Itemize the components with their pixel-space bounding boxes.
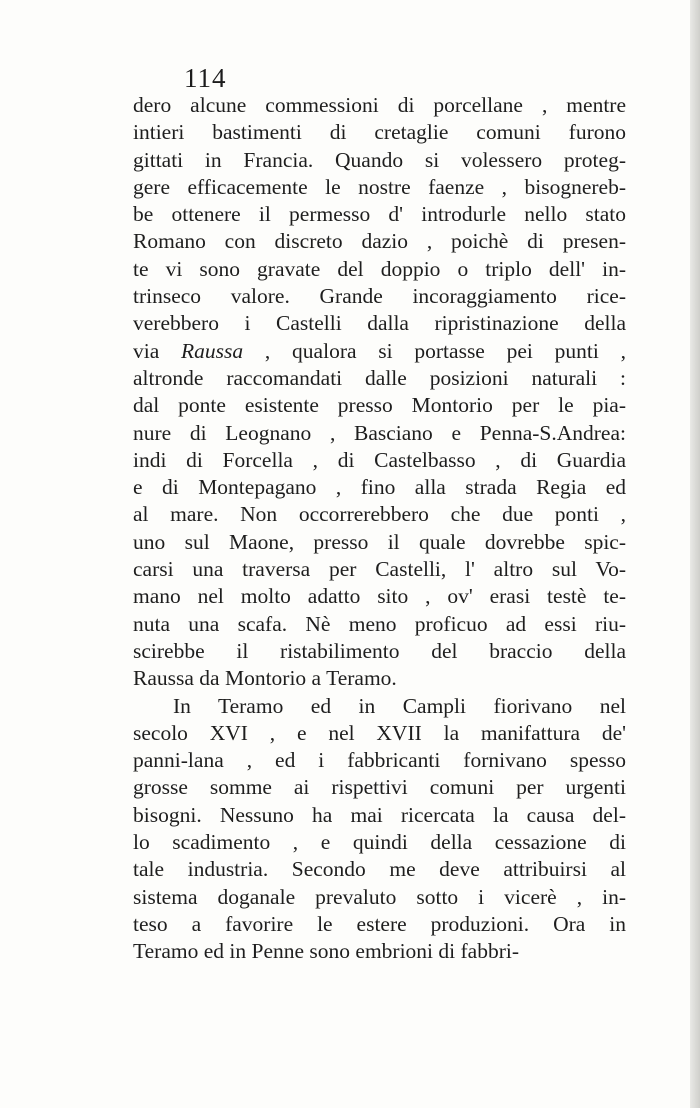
text-line: gittati in Francia. Quando si volessero proteg- [133,147,626,172]
text-line: Teramo ed in Penne sono embrioni di fabbri- [133,939,519,964]
text-line: verebbero i Castelli dalla ripristinazione della [133,311,626,336]
text-line: altronde raccomandati dalle posizioni naturali : [133,365,626,390]
text-line: dal ponte esistente presso Montorio per le pia- [133,393,626,418]
text-line: via Raussa , qualora si portasse pei punti , [133,338,626,363]
text-line: e di Montepagano , fino alla strada Regia ed [133,475,626,500]
text-line: Raussa da Montorio a Teramo. [133,666,397,691]
text-line: intieri bastimenti di cretaglie comuni furono [133,120,626,145]
text-line: mano nel molto adatto sito , ov' erasi testè te- [133,584,626,609]
text-line: In Teramo ed in Campli fiorivano nel [173,693,626,718]
text-line: nure di Leognano , Basciano e Penna-S.Andrea: [133,420,626,445]
page-number: 114 [184,63,227,93]
italic-word: Raussa [181,338,244,363]
text-line: panni-lana , ed i fabbricanti fornivano spesso [133,748,626,773]
text-line: uno sul Maone, presso il quale dovrebbe spic- [133,529,626,554]
page-edge-shadow [690,0,700,1108]
text-line: Romano con discreto dazio , poichè di presen- [133,229,626,254]
text-line: nuta una scafa. Nè meno proficuo ad essi riu- [133,611,626,636]
text-line: trinseco valore. Grande incoraggiamento rice- [133,284,626,309]
text-line: bisogni. Nessuno ha mai ricercata la causa del- [133,802,626,827]
text-line: be ottenere il permesso d' introdurle nello stato [133,202,626,227]
text-line: teso a favorire le estere produzioni. Ora in [133,911,626,936]
text-line: tale industria. Secondo me deve attribuirsi al [133,857,626,882]
text-line: dero alcune commessioni di porcellane , mentre [133,93,626,117]
text-line: al mare. Non occorrerebbero che due ponti , [133,502,626,527]
text-line: secolo XVI , e nel XVII la manifattura de' [133,720,626,745]
text-line: lo scadimento , e quindi della cessazione di [133,830,626,855]
text-line: scirebbe il ristabilimento del braccio della [133,638,626,663]
text-line: indi di Forcella , di Castelbasso , di Guardia [133,447,626,472]
body-text [133,92,626,966]
text-line: gere efficacemente le nostre faenze , bisognereb- [133,174,626,199]
text-line: carsi una traversa per Castelli, l' altro sul Vo- [133,557,626,582]
text-line: sistema doganale prevaluto sotto i vicerè , in- [133,884,626,909]
text-line: grosse somme ai rispettivi comuni per urgenti [133,775,626,800]
text-line: te vi sono gravate del doppio o triplo dell' in- [133,256,626,281]
